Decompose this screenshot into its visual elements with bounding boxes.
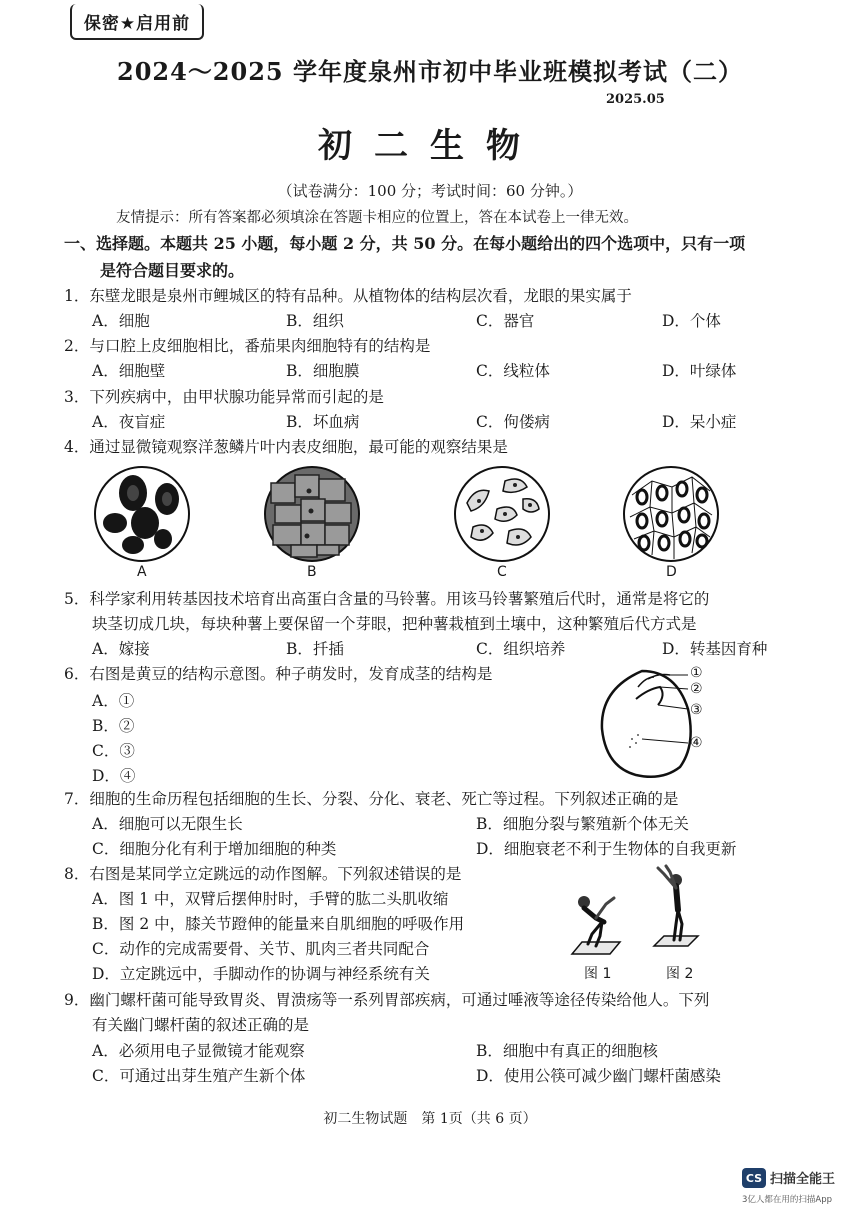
scanner-app-name: 扫描全能王 (770, 1172, 836, 1187)
page-footer: 初二生物试题 第 1页（共 6 页） (323, 1111, 537, 1127)
seed-label-1: ① (690, 665, 703, 681)
seed-label-3: ③ (690, 702, 703, 718)
q3-option-d: D．呆小症 (662, 413, 737, 431)
soybean-seed-diagram (596, 665, 696, 781)
q8-option-d: D．立定跳远中，手脚动作的协调与神经系统有关 (92, 965, 430, 983)
q3-option-a: A．夜盲症 (92, 413, 166, 431)
q3-option-b: B．坏血病 (286, 413, 360, 431)
question-4-stem: 4．通过显微镜观察洋葱鳞片叶内表皮细胞，最可能的观察结果是 (64, 438, 508, 456)
q2-option-b: B．细胞膜 (286, 362, 360, 380)
q5-option-c: C．组织培养 (476, 640, 566, 658)
q7-option-c: C．细胞分化有利于增加细胞的种类 (92, 840, 337, 858)
q6-option-c: C．③ (92, 742, 135, 760)
confidential-stamp: 保密★启用前 (70, 4, 204, 40)
micrograph-label-c: C (497, 564, 507, 580)
q6-option-d: D．④ (92, 767, 136, 785)
micrograph-d (622, 465, 720, 563)
scanner-app-slogan: 3亿人都在用的扫描App (742, 1195, 833, 1205)
exam-title: 2024～2025 学年度泉州市初中毕业班模拟考试（二） (117, 57, 743, 86)
q1-option-c: C．器官 (476, 312, 535, 330)
q8-option-c: C．动作的完成需要骨、关节、肌肉三者共同配合 (92, 940, 430, 958)
question-3-stem: 3．下列疾病中，由甲状腺功能异常而引起的是 (64, 388, 384, 406)
q2-option-d: D．叶绿体 (662, 362, 737, 380)
q8-option-a: A．图 1 中，双臂后摆伸肘时，手臂的肱二头肌收缩 (92, 890, 449, 908)
question-8-stem: 8．右图是某同学立定跳远的动作图解。下列叙述错误的是 (64, 865, 462, 883)
section-heading (64, 230, 794, 284)
exam-date: 2025.05 (606, 92, 665, 107)
question-9-stem-line2: 有关幽门螺杆菌的叙述正确的是 (92, 1016, 310, 1034)
question-2-stem: 2．与口腔上皮细胞相比，番茄果肉细胞特有的结构是 (64, 337, 431, 355)
question-9-stem-line1: 9．幽门螺杆菌可能导致胃炎、胃溃疡等一系列胃部疾病，可通过唾液等途径传染给他人。下列 (64, 991, 710, 1009)
q2-option-a: A．细胞壁 (92, 362, 166, 380)
micrograph-a (93, 465, 191, 563)
seed-label-4: ④ (690, 735, 703, 751)
micrograph-label-b: B (307, 564, 317, 580)
friendly-reminder: 友情提示：所有答案都必须填涂在答题卡相应的位置上，答在本试卷上一律无效。 (116, 210, 638, 226)
section-heading-line2: 是符合题目要求的。 (100, 261, 245, 280)
q7-option-b: B．细胞分裂与繁殖新个体无关 (476, 815, 689, 833)
q9-option-b: B．细胞中有真正的细胞核 (476, 1042, 658, 1060)
q1-option-b: B．组织 (286, 312, 344, 330)
q5-option-a: A．嫁接 (92, 640, 150, 658)
q1-option-d: D．个体 (662, 312, 721, 330)
q2-option-c: C．线粒体 (476, 362, 550, 380)
micrograph-b (263, 465, 361, 563)
micrograph-c (453, 465, 551, 563)
long-jump-figure-1 (566, 888, 626, 958)
scanner-logo-icon: CS (742, 1168, 766, 1188)
q6-option-b: B．② (92, 717, 135, 735)
seed-label-2: ② (690, 681, 703, 697)
q3-option-c: C．佝偻病 (476, 413, 550, 431)
q9-option-c: C．可通过出芽生殖产生新个体 (92, 1067, 306, 1085)
long-jump-figure-2 (652, 866, 702, 950)
micrograph-label-d: D (666, 564, 677, 580)
micrograph-label-a: A (137, 564, 147, 580)
jump-figure-label-2: 图 2 (666, 966, 694, 982)
q8-option-b: B．图 2 中，膝关节蹬伸的能量来自肌细胞的呼吸作用 (92, 915, 465, 933)
q9-option-d: D．使用公筷可减少幽门螺杆菌感染 (476, 1067, 721, 1085)
subject-title: 初二生物 (318, 126, 542, 166)
question-5-stem-line2: 块茎切成几块，每块种薯上要保留一个芽眼，把种薯栽植到土壤中，这种繁殖后代方式是 (92, 615, 697, 633)
q6-option-a: A．① (92, 692, 135, 710)
q5-option-d: D．转基因育种 (662, 640, 768, 658)
question-5-stem-line1: 5．科学家利用转基因技术培育出高蛋白含量的马铃薯。用该马铃薯繁殖后代时，通常是将它的 (64, 590, 710, 608)
question-6-stem: 6．右图是黄豆的结构示意图。种子萌发时，发育成茎的结构是 (64, 665, 493, 683)
q1-option-a: A．细胞 (92, 312, 150, 330)
q5-option-b: B．扦插 (286, 640, 344, 658)
q7-option-d: D．细胞衰老不利于生物体的自我更新 (476, 840, 737, 858)
jump-figure-label-1: 图 1 (584, 966, 612, 982)
q9-option-a: A．必须用电子显微镜才能观察 (92, 1042, 305, 1060)
section-heading-line1: 一、选择题。本题共 25 小题，每小题 2 分，共 50 分。在每小题给出的四个选项中，只有一项 (64, 234, 746, 253)
q7-option-a: A．细胞可以无限生长 (92, 815, 243, 833)
question-1-stem: 1．东壁龙眼是泉州市鲤城区的特有品种。从植物体的结构层次看，龙眼的果实属于 (64, 287, 632, 305)
question-7-stem: 7．细胞的生命历程包括细胞的生长、分裂、分化、衰老、死亡等过程。下列叙述正确的是 (64, 790, 679, 808)
exam-meta: （试卷满分：100 分；考试时间：60 分钟。） (277, 182, 583, 200)
